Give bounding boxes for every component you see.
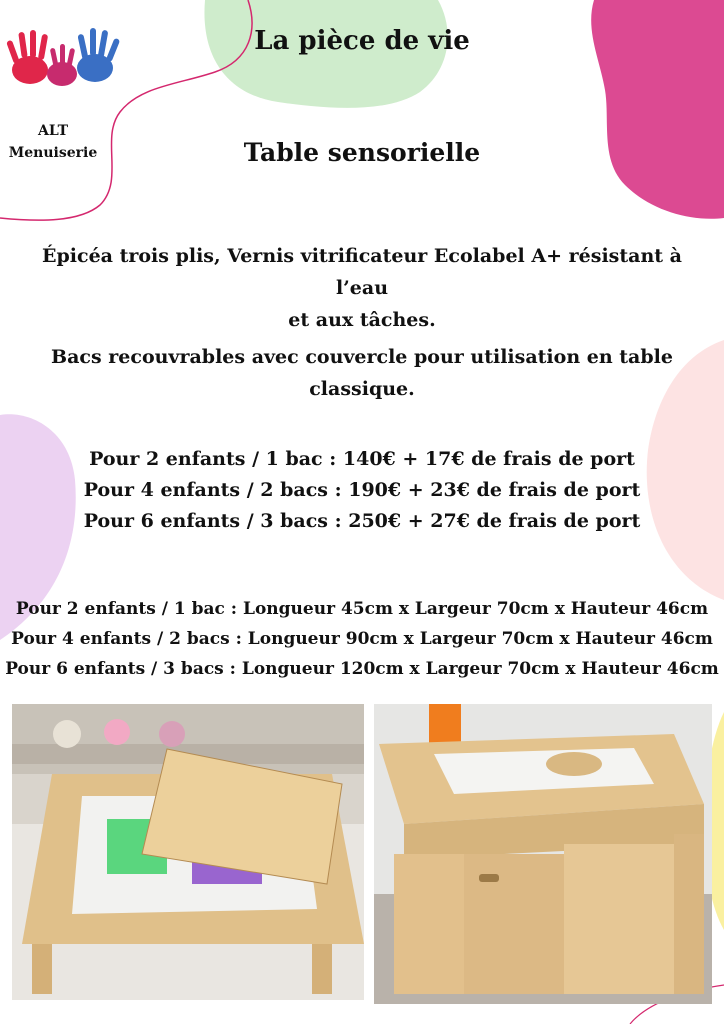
price-line-2-children: Pour 2 enfants / 1 bac : 140€ + 17€ de frais de port — [89, 448, 635, 470]
large-table-image — [374, 704, 712, 1004]
brand-line-2: Menuiserie — [8, 145, 98, 161]
feature-line-2: classique. — [309, 378, 415, 400]
price-line-4-children: Pour 4 enfants / 2 bacs : 190€ + 23€ de frais de port — [83, 479, 641, 501]
dimension-line-2-children: Pour 2 enfants / 1 bac : Longueur 45cm x Largeur 70cm x Hauteur 46cm — [15, 599, 709, 619]
description-line-2: et aux tâches. — [288, 309, 436, 331]
feature-line-1: Bacs recouvrables avec couvercle pour utilisation en table — [51, 346, 673, 368]
brand-line-1: ALT — [38, 123, 68, 139]
price-line-6-children: Pour 6 enfants / 3 bacs : 250€ + 27€ de frais de port — [83, 510, 641, 532]
product-name: Table sensorielle — [243, 138, 481, 167]
material-description — [0, 240, 724, 336]
price-list — [0, 444, 724, 537]
feature-description — [0, 341, 724, 405]
description-line-1: Épicéa trois plis, Vernis vitrificateur Ecolabel A+ résistant à l’eau — [42, 245, 682, 299]
dimension-line-4-children: Pour 4 enfants / 2 bacs : Longueur 90cm x Largeur 70cm x Hauteur 46cm — [11, 629, 713, 649]
photo-large-table — [374, 704, 712, 1004]
small-table-image — [12, 704, 364, 1000]
page-title: La pièce de vie — [254, 26, 470, 56]
dimensions-list — [0, 594, 724, 684]
photo-small-table — [12, 704, 364, 1000]
dimension-line-6-children: Pour 6 enfants / 3 bacs : Longueur 120cm x Largeur 70cm x Hauteur 46cm — [5, 659, 719, 679]
